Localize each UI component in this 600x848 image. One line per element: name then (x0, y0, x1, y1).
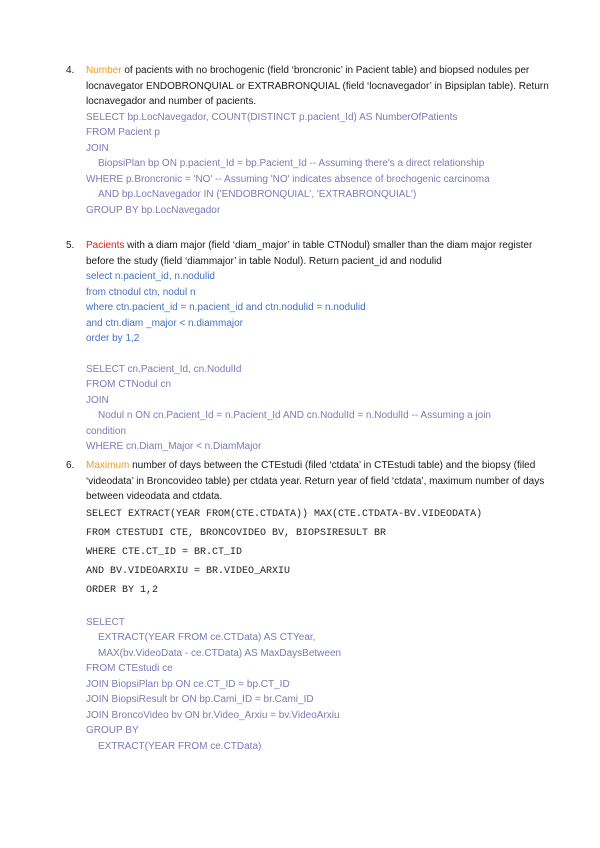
sql-line: Nodul n ON cn.Pacient_Id = n.Pacient_Id AND cn.NodulId = n.NodulId -- Assuming a join (98, 410, 491, 421)
question-number: 6. (66, 460, 75, 471)
sql-line: and ctn.diam _major < n.diammajor (86, 317, 244, 329)
sql-line: AND BV.VIDEOARXIU = BR.VIDEO_ARXIU (86, 565, 291, 577)
question-number: 4. (66, 65, 75, 76)
sql-block-user (86, 269, 552, 347)
sql-line: JOIN BiopsiPlan bp ON ce.CT_ID = bp.CT_ID (86, 678, 290, 690)
sql-line: JOIN (86, 394, 109, 406)
sql-line: from ctnodul ctn, nodul n (86, 286, 196, 298)
sql-block-user (86, 505, 552, 600)
sql-line: FROM CTNodul cn (86, 379, 172, 390)
question-keyword: Number (86, 65, 122, 76)
question-keyword: Maximum (86, 460, 130, 471)
sql-line: WHERE CTE.CT_ID = BR.CT_ID (86, 546, 243, 558)
sql-line: GROUP BY bp.LocNavegador (86, 204, 221, 216)
sql-line: WHERE cn.Diam_Major < n.DiamMajor (86, 441, 262, 452)
sql-line: SELECT bp.LocNavegador, COUNT(DISTINCT p.pacient_Id) AS NumberOfPatients (86, 111, 458, 123)
sql-block (86, 110, 552, 219)
sql-line: SELECT EXTRACT(YEAR FROM(CTE.CTDATA)) MAX(CTE.CTDATA-BV.VIDEODATA) (86, 508, 483, 520)
sql-line: GROUP BY (86, 725, 139, 736)
sql-line: BiopsiPlan bp ON p.pacient_Id = bp.Pacient_Id -- Assuming there's a direct relationship (98, 158, 485, 169)
question-text (86, 238, 552, 269)
sql-line: order by 1,2 (86, 333, 140, 344)
sql-line: JOIN BiopsiResult br ON bp.Cami_ID = br.Cami_ID (86, 694, 314, 705)
sql-line: FROM CTEstudi ce (86, 663, 173, 674)
sql-line: JOIN BroncoVideo bv ON br.Video_Arxiu = bv.VideoArxiu (86, 709, 340, 721)
sql-block (86, 362, 552, 455)
sql-line: AND bp.LocNavegador IN ('ENDOBRONQUIAL', 'EXTRABRONQUIAL') (98, 189, 417, 200)
question-text (86, 63, 552, 110)
sql-line: EXTRACT(YEAR FROM ce.CTData) AS CTYear, (98, 632, 316, 643)
sql-line: MAX(bv.VideoData - ce.CTData) AS MaxDaysBetween (98, 647, 342, 659)
sql-line: ORDER BY 1,2 (86, 584, 159, 596)
sql-line: EXTRACT(YEAR FROM ce.CTData) (98, 740, 262, 752)
question-keyword: Pacients (86, 240, 125, 251)
question-number: 5. (66, 240, 75, 251)
sql-line: FROM CTESTUDI CTE, BRONCOVIDEO BV, BIOPSIRESULT BR (86, 527, 387, 539)
sql-line: WHERE p.Broncronic = 'NO' -- Assuming 'NO' indicates absence of brochogenic carcinoma (86, 173, 490, 185)
question-description: of pacients with no brochogenic (field ‘broncronic’ in Pacient table) and biopsed nodules per locnavegator ENDOBRONQUIAL or EXTRABRONQUIAL (field ‘locnavegador’ in Bipsiplan table). Return locnavegador and number of pacients. (86, 65, 549, 107)
sql-line: SELECT (86, 616, 125, 628)
sql-line: FROM Pacient p (86, 127, 160, 138)
question-description: number of days between the CTEstudi (filed ‘ctdata’ in CTEstudi table) and the biopsy (filed ‘videodata’ in Broncovideo table) per ctdata year. Return year of field ‘ctdata’, maximum number of days between videodata and ctdata. (86, 460, 545, 502)
sql-line: SELECT cn.Pacient_Id, cn.NodulId (86, 363, 242, 375)
question-description: with a diam major (field ‘diam_major’ in table CTNodul) smaller than the diam major register before the study (field ‘diammajor’ in table Nodul). Return pacient_id and nodulid (86, 240, 533, 267)
sql-block (86, 615, 552, 755)
question-text (86, 458, 552, 505)
sql-line: where ctn.pacient_id = n.pacient_id and ctn.nodulid = n.nodulid (86, 302, 366, 313)
sql-line: JOIN (86, 142, 109, 154)
sql-line: select n.pacient_id, n.nodulid (86, 271, 215, 282)
sql-line: condition (86, 425, 127, 437)
